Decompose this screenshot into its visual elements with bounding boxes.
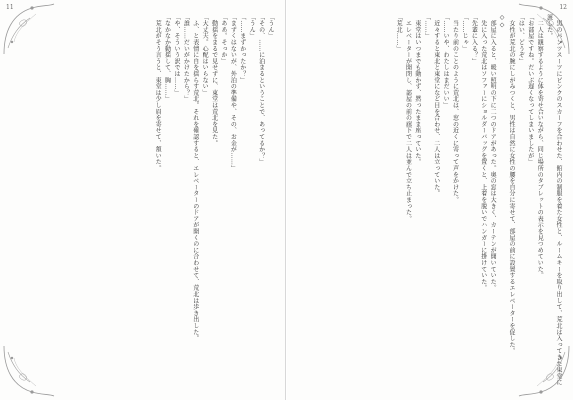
paragraph: 「……いや、わたしはまだいい」 bbox=[442, 14, 450, 109]
paragraph: 「ああ。そっか」 bbox=[219, 14, 227, 65]
paragraph: 「や、そういう訳では……」 bbox=[172, 14, 180, 96]
paragraph: 女性が荒北の腕にしがみつくと、男性は自然に女性の腰を自分に寄せて、部屋の前に設置するエレベーターを促した。 bbox=[507, 14, 515, 355]
paragraph: 近々すると東北と東堂になど目を合わせ、二人は立っていた。 bbox=[432, 14, 440, 197]
paragraph: 「誰……だいがかけたから？」 bbox=[182, 14, 190, 103]
paragraph: 「……じゃ」 bbox=[460, 14, 468, 52]
paragraph: 「うん」 bbox=[248, 14, 256, 40]
paragraph: エレベーターが開閉し、部屋の前の廊下で二人は並んで立ち止まった。 bbox=[404, 14, 412, 222]
paragraph: ふ、と表情に自を揺らす荒北。それを確認すると、エレベーターのドアが開くのに合わせて、荒北は歩き出した。 bbox=[191, 14, 199, 342]
paragraph: 黒のパンツスーツにピンクのスカーフを合わせた、館内の制服を着た女性と、ルームキーを取り出して、荒北は入ってきた東堂に渡した。 bbox=[545, 14, 562, 386]
page-number-right: 12 bbox=[559, 4, 567, 11]
paragraph: 「先輩に入る？」 bbox=[470, 14, 478, 65]
paragraph: 「はい、どうぞ」 bbox=[517, 14, 525, 65]
paragraph: 「……まずかったか？」 bbox=[238, 14, 246, 84]
right-page-body-text bbox=[297, 14, 563, 386]
paragraph: 「大丈夫。心配はいらない」 bbox=[201, 14, 209, 96]
paragraph: 「荒北……」 bbox=[395, 14, 403, 52]
paragraph: 「その、……に泊まるということで、あってるか？」 bbox=[257, 14, 265, 166]
paragraph: 東堂はいつまでも動かず、黙ったまま座っていた。 bbox=[413, 14, 421, 166]
paragraph: 荒北がそう言うと、東堂は少し眉を寄せて、頷いた。 bbox=[154, 14, 162, 172]
page-number-left: 11 bbox=[6, 4, 14, 11]
paragraph: 「お部屋ですね。だいぶ遅くなってしまいましたが」 bbox=[526, 14, 534, 166]
paragraph: 「まずくはないが、外泊の準備や、その、お金が……」 bbox=[229, 14, 237, 172]
section-break: ◇◇ bbox=[498, 14, 506, 29]
paragraph: 動揺をまるで見せずに、東堂は荒北を見た。 bbox=[210, 14, 218, 147]
left-page bbox=[0, 0, 286, 400]
paragraph: 「……」 bbox=[423, 14, 431, 40]
paragraph: 部屋に入ると、暖い照明の下に二つのドアがあった。奥の窓は大きく、カーテンが開いていた。 bbox=[489, 14, 497, 292]
paragraph: 「うん」 bbox=[267, 14, 274, 40]
right-page bbox=[287, 0, 573, 400]
paragraph: 「なかなか動揺して、胸……」 bbox=[163, 14, 171, 103]
paragraph: 先に入った荒北はソファーにショルダーバッグを置くと、上着を脱いでハンガーに掛けていた。 bbox=[479, 14, 487, 292]
left-page-body-text bbox=[10, 14, 275, 386]
paragraph: 二人は観察するように体を寄せ合いながら、同じ場所のタブレットの表示を見つめていた。 bbox=[536, 14, 544, 279]
paragraph: 当たり前のことのように荒北は、窓の近くに寄って声をかけた。 bbox=[451, 14, 459, 203]
